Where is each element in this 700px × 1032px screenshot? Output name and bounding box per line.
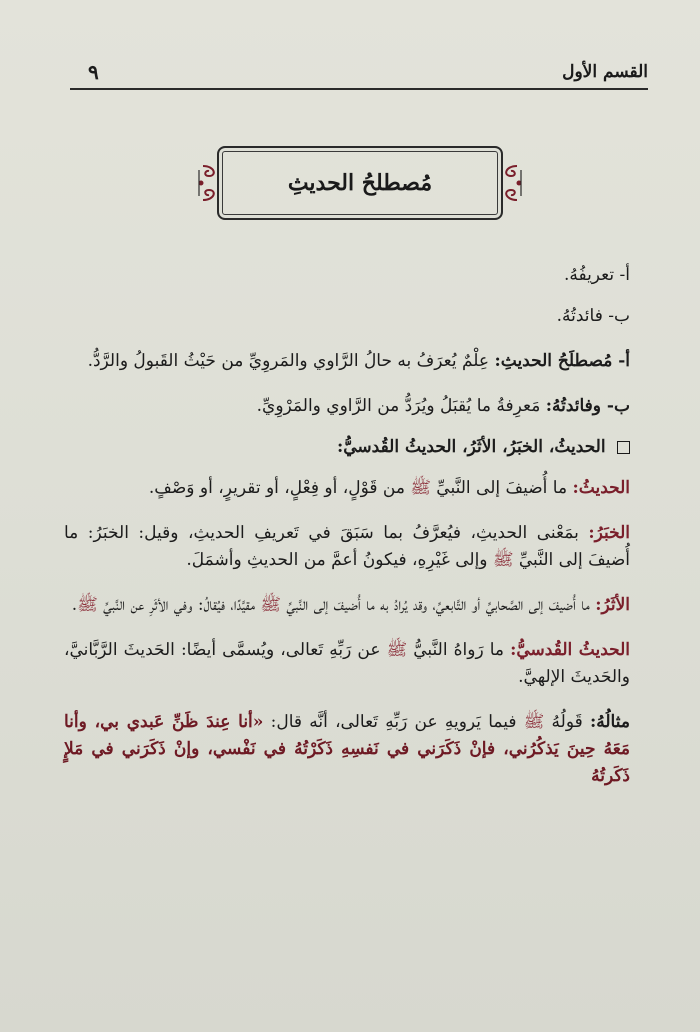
khabar-lead: الخبَرُ: bbox=[588, 523, 631, 543]
benefit-lead: ب- وفائدتُهُ: bbox=[545, 396, 630, 416]
qudsi-text-2: عن رَبِّهِ تَعالى، ويُسمَّى أيضًا: الحَديثَ الرَّبَّانيَّ، والحَديثَ الإلهيَّ. bbox=[64, 640, 630, 687]
benefit-text: مَعرِفةُ ما يُقبَلُ ويُرَدُّ من الرَّاوي والمَرْوِيِّ. bbox=[256, 396, 541, 416]
salawat-icon: ﷺ bbox=[523, 712, 545, 732]
qudsi-text-1: ما رَواهُ النَّبيُّ bbox=[413, 640, 505, 660]
hadith-definition bbox=[64, 475, 630, 502]
outline-item-a: أ- تعريفُهُ. bbox=[563, 265, 630, 285]
example-text-2: فيما يَرويهِ عن رَبِّهِ تَعالى، أنَّه قال: bbox=[270, 712, 517, 732]
page-body bbox=[64, 262, 630, 808]
example-paragraph bbox=[64, 709, 630, 790]
hadith-quote: «أنا عِندَ ظَنِّ عَبدي بي، وأنا مَعَهُ حِينَ يَذكُرُني، فإنْ ذَكَرَني في نَفسِهِ ذَكَرْتُهُ في نَفْسي، وإنْ ذَكَرَني في مَلإٍ ذَكَرتُهُ bbox=[64, 712, 630, 786]
section-title-frame bbox=[195, 146, 525, 220]
benefit-paragraph bbox=[64, 393, 630, 420]
outline-item-b: ب- فائدتُهُ. bbox=[556, 306, 630, 326]
salawat-icon: ﷺ bbox=[410, 478, 431, 498]
athar-definition bbox=[64, 592, 630, 619]
page-number: ٩ bbox=[88, 60, 99, 84]
khabar-text-1: بمَعْنى الحديثِ، فيُعرَّفُ بما سَبَقَ في تَعريفِ الحديثِ، وقيل: الخبَرُ: ما أُضيفَ إلى النَّبيِّ bbox=[64, 523, 630, 570]
qudsi-definition bbox=[64, 637, 630, 691]
section-title: مُصطلحُ الحديثِ bbox=[287, 170, 433, 196]
khabar-text-2: وإلى غَيْرِهِ، فيكونُ أعمَّ من الحديثِ وأشمَلَ. bbox=[186, 550, 488, 570]
qudsi-lead: الحديثُ القُدسيُّ: bbox=[510, 640, 631, 660]
example-lead: مثالُهُ: bbox=[589, 712, 630, 732]
header-rule bbox=[70, 88, 648, 90]
khabar-definition bbox=[64, 520, 630, 574]
example-text-1: قَولُهُ bbox=[551, 712, 583, 732]
page-header bbox=[70, 60, 648, 96]
running-title: القسم الأول bbox=[562, 62, 648, 82]
athar-text-2: مقيَّدًا، فيُقالُ: وفي الأثَرِ عن النَّبيِّ bbox=[103, 595, 255, 615]
square-bullet-icon bbox=[617, 441, 630, 454]
definition-text: عِلْمٌ يُعرَفُ به حالُ الرَّاوي والمَروِيِّ من حَيْثُ القَبولُ والرَّدُّ. bbox=[87, 351, 490, 371]
hadith-lead: الحديثُ: bbox=[572, 478, 630, 498]
salawat-icon: ﷺ bbox=[77, 595, 98, 615]
salawat-icon: ﷺ bbox=[260, 595, 281, 615]
topics-heading bbox=[64, 434, 630, 461]
definition-paragraph bbox=[64, 348, 630, 375]
definition-lead: أ- مُصطلَحُ الحديثِ: bbox=[494, 351, 630, 371]
athar-text-1: ما أُضيفَ إلى الصَّحابيِّ أو التَّابعيِّ، وقد يُرادُ به ما أُضيفَ إلى النَّبيِّ bbox=[286, 595, 590, 615]
hadith-text-1: ما أُضيفَ إلى النَّبيِّ bbox=[436, 478, 568, 498]
topics-heading-text: الحديثُ، الخبَرُ، الأثَرُ، الحديثُ القُدسيُّ: bbox=[336, 437, 606, 457]
section-title-box bbox=[217, 146, 503, 220]
hadith-text-2: من قَوْلٍ، أو فِعْلٍ، أو تقريرٍ، أو وَصْفٍ. bbox=[148, 478, 405, 498]
athar-lead: الأثَرُ: bbox=[595, 595, 630, 615]
salawat-icon: ﷺ bbox=[386, 640, 408, 660]
salawat-icon: ﷺ bbox=[492, 550, 514, 570]
athar-text-3: . bbox=[71, 595, 78, 615]
